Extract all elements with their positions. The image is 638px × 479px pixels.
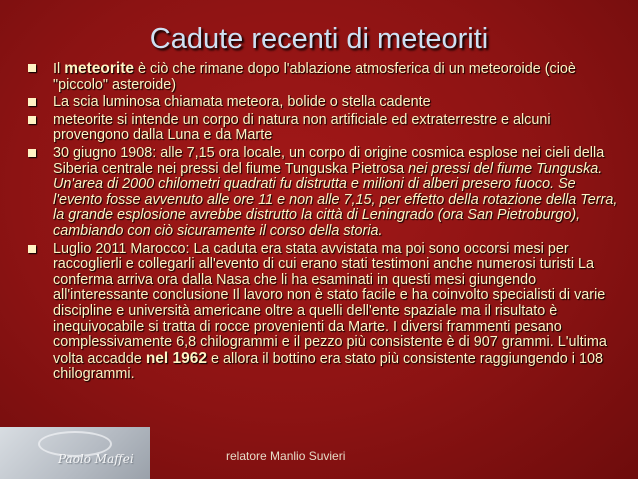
author-logo (0, 427, 150, 479)
square-bullet-icon (28, 149, 36, 157)
bullet-origin (28, 113, 628, 144)
bullet-definition (28, 61, 628, 93)
bullet-meteor-trail (28, 95, 628, 111)
bullet-morocco (28, 242, 628, 383)
bullet-text-part: Il (53, 61, 65, 77)
square-bullet-icon (28, 98, 36, 106)
bullet-text-part: è ciò che rimane dopo l'ablazione atmosferica di un meteoroide (cioè "piccolo" asteroide) (53, 61, 576, 93)
slide-title: Cadute recenti di meteoriti (149, 23, 489, 55)
square-bullet-icon (28, 245, 36, 253)
bullet-keyword: meteorite (64, 60, 134, 77)
bullet-text-part: e allora il bottino era stato più consistente raggiungendo i 108 chilogrammi. (53, 350, 604, 383)
bullet-text: La scia luminosa chiamata meteora, bolide o stella cadente (53, 94, 431, 111)
bullet-year: nel 1962 (145, 349, 207, 367)
square-bullet-icon (28, 116, 36, 124)
bullet-text: meteorite si intende un corpo di natura non artificiale ed extraterrestre e alcuni provengono dalla Luna e da Marte (53, 111, 551, 144)
footer-speaker: relatore Manlio Suvieri (226, 449, 346, 463)
square-bullet-icon (28, 64, 36, 72)
logo-text: Paolo Maffei (58, 452, 134, 466)
bullet-text-part: 30 giugno 1908: alle 7,15 ora locale, un corpo di origine cosmica esplose nei cieli della Siberia centrale nei pressi del fiume Tunguska Pietrosa (53, 144, 605, 177)
bullet-italic-text: nei pressi del fiume Tunguska. Un'area di 2000 chilometri quadrati fu distrutta e milioni di alberi presero fuoco. Se l'evento fosse avvenuto alle ore 11 e non alle 7,15, per effetto della rotazione della Terra, la grande esplosione avrebbe distrutto la città di Leningrado (ora San Pietroburgo), cambiando con ciò sicuramente il corso della storia. (53, 160, 618, 239)
bullet-text-part: Luglio 2011 Marocco: La caduta era stata avvistata ma poi sono occorsi mesi per raccoglierli e collegarli all'evento di cui erano stati testimoni anche numerosi turisti La conferma arriva ora dalla Nasa che li ha esaminati in questi mesi giungendo all'interessante conclusione Il lavoro non è stato facile e ha coinvolto specialisti di varie discipline e università americane oltre a quelli dell'ente spaziale ma il risultato è inequivocabile si tratta di rocce provenienti da Marte. I diversi frammenti pesano complessivamente 6,8 chilogrammi e il pezzo più consistente è di 907 grammi. L'ultima volta accadde (53, 240, 607, 367)
bullet-list (28, 61, 628, 385)
bullet-tunguska (28, 146, 628, 240)
